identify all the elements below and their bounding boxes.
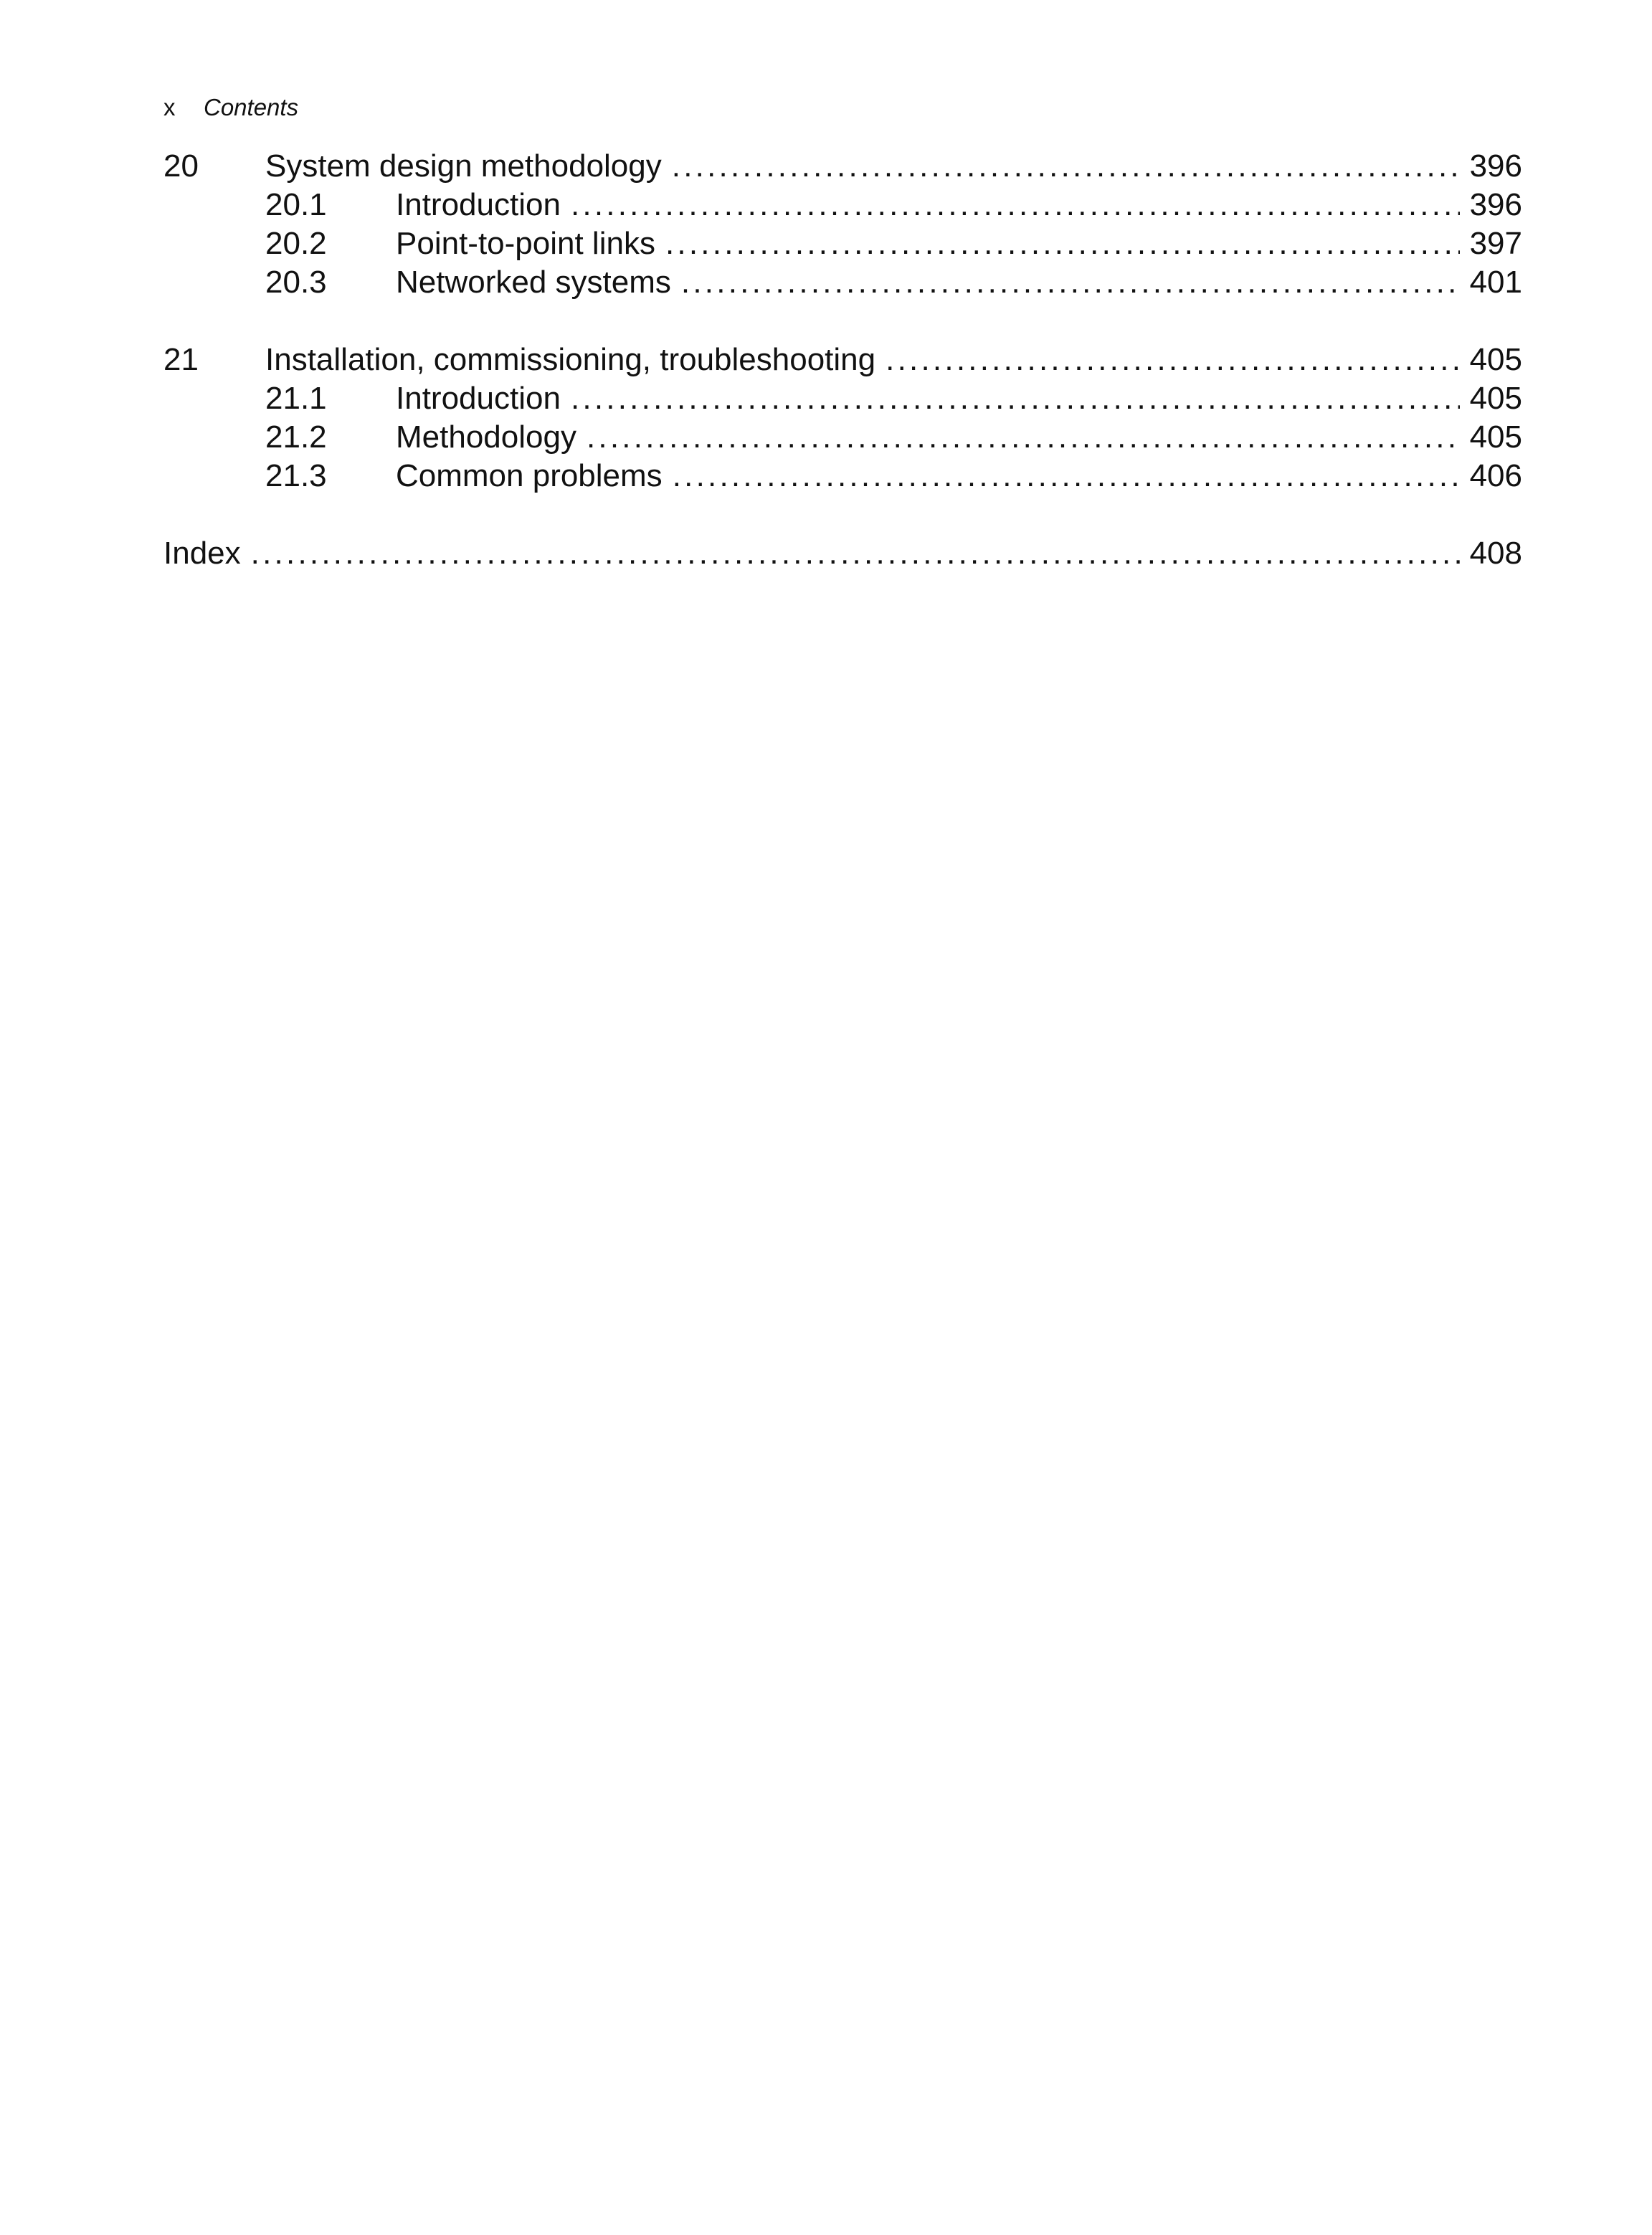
running-head <box>163 93 298 122</box>
toc-entry[interactable] <box>163 147 1522 186</box>
toc-entry[interactable] <box>163 186 1522 224</box>
section-title: Introduction <box>396 381 561 416</box>
section-title: Common problems <box>396 458 663 493</box>
dot-leader <box>673 457 1460 495</box>
toc-entry[interactable] <box>163 534 1522 573</box>
page-number: 408 <box>1469 536 1522 571</box>
section-number: 20.2 <box>265 226 327 261</box>
table-of-contents <box>163 147 1522 612</box>
dot-leader <box>665 224 1460 263</box>
running-head-label: Contents <box>204 94 299 120</box>
section-number: 20.1 <box>265 187 327 222</box>
dot-leader <box>886 341 1459 379</box>
page-number: 406 <box>1469 458 1522 493</box>
page-number: 401 <box>1469 265 1522 300</box>
page-number: 397 <box>1469 226 1522 261</box>
section-number: 21.3 <box>265 458 327 493</box>
toc-entry[interactable] <box>163 224 1522 263</box>
section-number: 21.2 <box>265 419 327 455</box>
chapter-number: 21 <box>163 342 199 377</box>
section-title: Introduction <box>396 187 561 222</box>
dot-leader <box>587 418 1460 457</box>
toc-entry[interactable] <box>163 263 1522 302</box>
toc-entry[interactable] <box>163 418 1522 457</box>
page-number: 396 <box>1469 187 1522 222</box>
dot-leader <box>672 147 1460 186</box>
page-number: 405 <box>1469 419 1522 455</box>
section-title: Methodology <box>396 419 576 455</box>
page-number: 405 <box>1469 381 1522 416</box>
toc-entry[interactable] <box>163 457 1522 495</box>
toc-entry[interactable] <box>163 379 1522 418</box>
dot-leader <box>571 186 1460 224</box>
section-title: Networked systems <box>396 265 671 300</box>
chapter-title: System design methodology <box>265 148 662 184</box>
section-number: 21.1 <box>265 381 327 416</box>
chapter-title: Installation, commissioning, troubleshooting <box>265 342 876 377</box>
page-folio: x <box>163 94 176 120</box>
chapter-number: 20 <box>163 148 199 184</box>
section-title: Point-to-point links <box>396 226 655 261</box>
dot-leader <box>681 263 1460 302</box>
page-number: 396 <box>1469 148 1522 184</box>
toc-chapter-20 <box>163 147 1522 302</box>
section-number: 20.3 <box>265 265 327 300</box>
toc-chapter-21 <box>163 341 1522 495</box>
dot-leader <box>251 534 1460 573</box>
dot-leader <box>571 379 1460 418</box>
toc-index <box>163 534 1522 573</box>
toc-entry[interactable] <box>163 341 1522 379</box>
index-title: Index <box>163 536 241 571</box>
page-number: 405 <box>1469 342 1522 377</box>
